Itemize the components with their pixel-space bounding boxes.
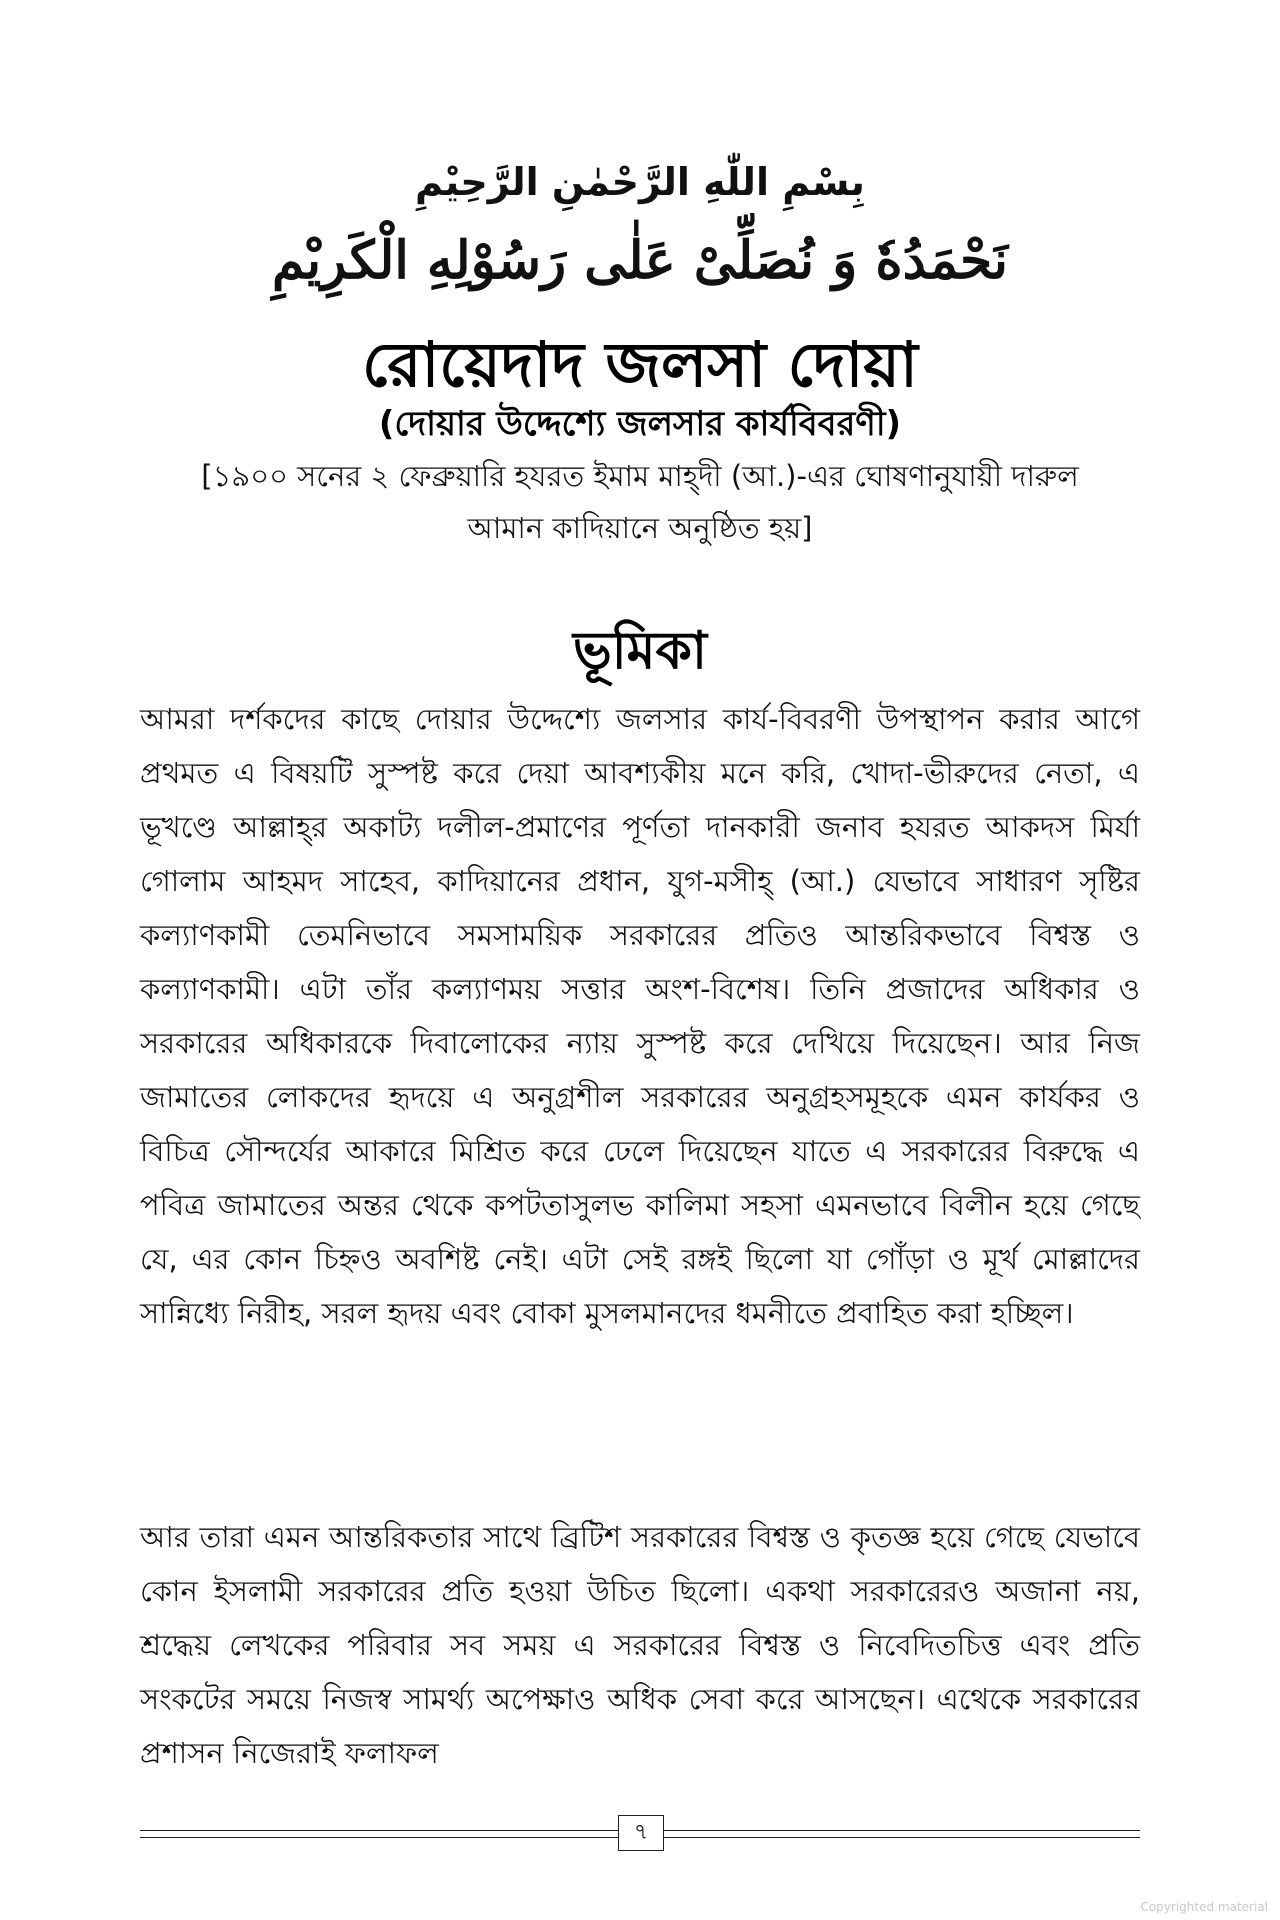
page-title: রোয়েদাদ জলসা দোয়া: [362, 328, 918, 401]
page-number: ৭: [618, 1815, 664, 1851]
section-heading: ভূমিকা: [573, 621, 707, 681]
event-note: [১৯০০ সনের ২ ফেব্রুয়ারি হযরত ইমাম মাহ্‌দী (আ.)-এর ঘোষণানুযায়ী দারুল আমান কাদিয়ানে অনুষ্ঠিত হয়]: [201, 459, 1079, 545]
copyright-watermark: Copyrighted material: [1140, 1900, 1268, 1914]
paragraph: আর তারা এমন আন্তরিকতার সাথে ব্রিটিশ সরকারের বিশ্বস্ত ও কৃতজ্ঞ হয়ে গেছে যেভাবে কোন ইসলামী সরকারের প্রতি হওয়া উচিত ছিলো। একথা সরকারেরও অজানা নয়, শ্রদ্ধেয় লেখকের পরিবার সব সময় এ সরকারের বিশ্বস্ত ও নিবেদিতচিত্ত এবং প্রতি সংকটের সময়ে নিজস্ব সামর্থ্য অপেক্ষাও অধিক সেবা করে আসছেন। এথেকে সরকারের প্রশাসন নিজেরাই ফলাফল: [140, 1520, 1140, 1770]
arabic-invocation: نَحْمَدُهٗ وَ نُصَلِّیْ عَلٰی رَسُوْلِهِ الْكَرِيْمِ: [271, 230, 1009, 291]
paragraph: আমরা দর্শকদের কাছে দোয়ার উদ্দেশ্যে জলসার কার্য-বিবরণী উপস্থাপন করার আগে প্রথমত এ বিষয়টি সুস্পষ্ট করে দেয়া আবশ্যকীয় মনে করি, খোদা-ভীরুদের নেতা, এ ভূখণ্ডে আল্লাহ্‌র অকাট্য দলীল-প্রমাণের পূর্ণতা দানকারী জনাব হযরত আকদস মির্যা গোলাম আহমদ সাহেব, কাদিয়ানের প্রধান, যুগ-মসীহ্ (আ.) যেভাবে সাধারণ সৃষ্টির কল্যাণকামী তেমনিভাবে সমসাময়িক সরকারের প্রতিও আন্তরিকভাবে বিশ্বস্ত ও কল্যাণকামী। এটা তাঁর কল্যাণময় সত্তার অংশ-বিশেষ। তিনি প্রজাদের অধিকার ও সরকারের অধিকারকে দিবালোকের ন্যায় সুস্পষ্ট করে দেখিয়ে দিয়েছেন। আর নিজ জামাতের লোকদের হৃদয়ে এ অনুগ্রশীল সরকারের অনুগ্রহসমূহকে এমন কার্যকর ও বিচিত্র সৌন্দর্যের আকারে মিশ্রিত করে ঢেলে দিয়েছেন যাতে এ সরকারের বিরুদ্ধে এ পবিত্র জামাতের অন্তর থেকে কপটতাসুলভ কালিমা সহসা এমনভাবে বিলীন হয়ে গেছে যে, এর কোন চিহ্নও অবশিষ্ট নেই। এটা সেই রঙ্গই ছিলো যা গোঁড়া ও মূর্খ মোল্লাদের সান্নিধ্যে নিরীহ, সরল হৃদয় এবং বোকা মুসলমানদের ধমনীতে প্রবাহিত করা হচ্ছিল।: [140, 702, 1140, 1330]
bismillah-calligraphy: بِسْمِ اللّٰهِ الرَّحْمٰنِ الرَّحِيْمِ: [415, 160, 865, 204]
page-subtitle: (দোয়ার উদ্দেশ্যে জলসার কার্যবিবরণী): [378, 404, 902, 444]
